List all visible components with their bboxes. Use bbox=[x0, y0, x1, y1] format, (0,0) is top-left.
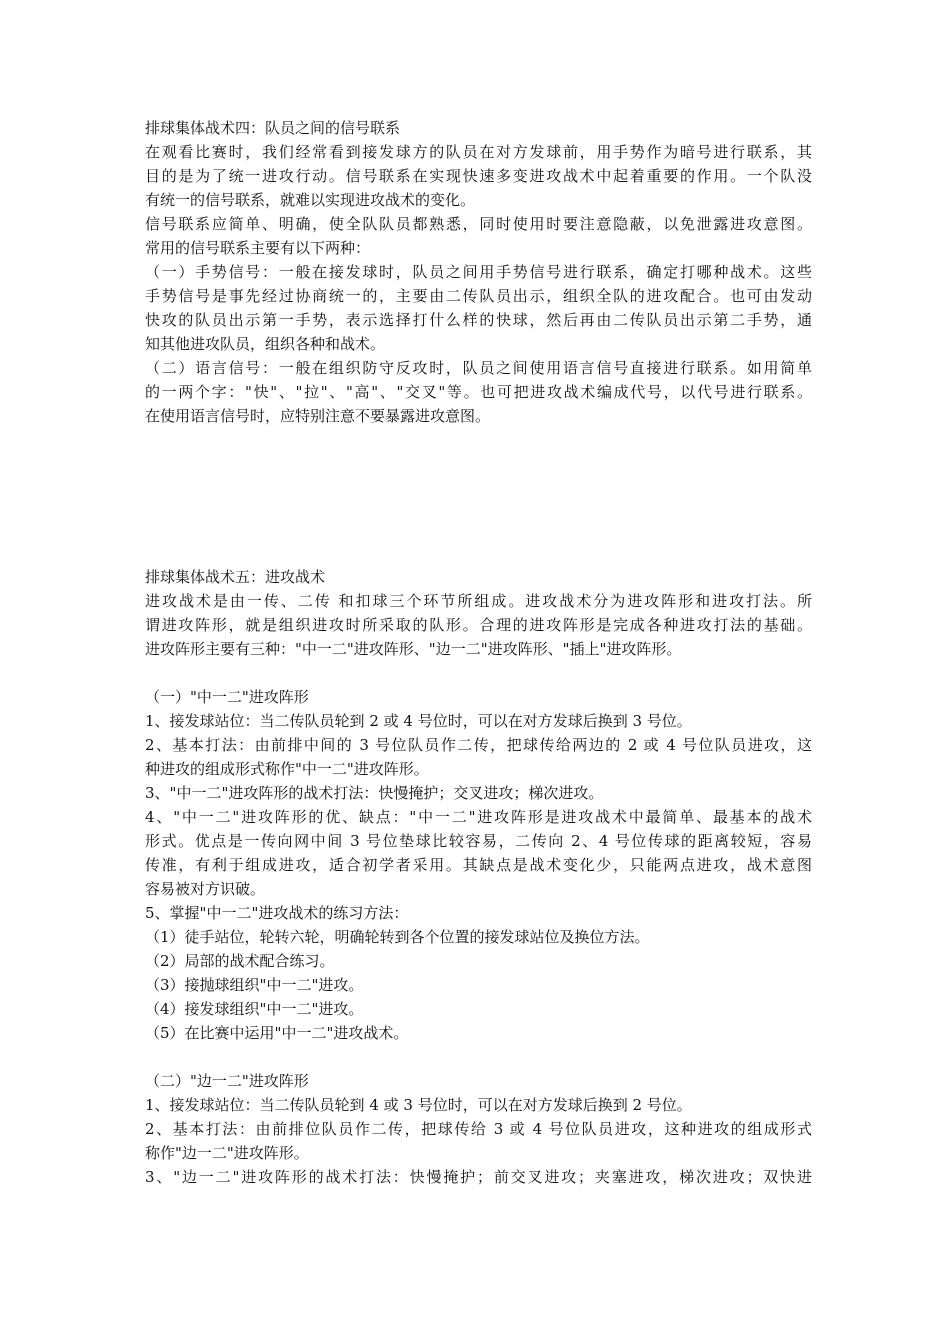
list-item: 2、基本打法：由前排中间的 3 号位队员作二传，把球传给两边的 2 或 4 号位队员进攻，这 bbox=[145, 736, 812, 754]
part-2-heading: （二）"边一二"进攻阵形 bbox=[145, 1072, 309, 1090]
paragraph-line: （二）语言信号：一般在组织防守反攻时，队员之间使用语言信号直接进行联系。如用简单 bbox=[145, 359, 812, 377]
list-item: 称作"边一二"进攻阵形。 bbox=[145, 1144, 309, 1162]
paragraph-line: 的一两个字："快"、"拉"、"高"、"交叉"等。也可把进攻战术编成代号，以代号进行联系。 bbox=[145, 383, 812, 401]
section-5 bbox=[145, 565, 812, 1189]
paragraph-line: 目的是为了统一进攻行动。信号联系在实现快速多变进攻战术中起着重要的作用。一个队没 bbox=[145, 167, 812, 185]
list-item: （1）徒手站位，轮转六轮，明确轮转到各个位置的接发球站位及换位方法。 bbox=[145, 928, 650, 946]
paragraph-line: （一）手势信号：一般在接发球时，队员之间用手势信号进行联系，确定打哪种战术。这些 bbox=[145, 263, 812, 281]
list-item: （5）在比赛中运用"中一二"进攻战术。 bbox=[145, 1024, 409, 1042]
list-item: 传准，有利于组成进攻，适合初学者采用。其缺点是战术变化少，只能两点进攻，战术意图 bbox=[145, 856, 812, 874]
paragraph-line: 在使用语言信号时，应特别注意不要暴露进攻意图。 bbox=[145, 407, 491, 425]
paragraph-line: 快攻的队员出示第一手势，表示选择打什么样的快球，然后再由二传队员出示第二手势，通 bbox=[145, 311, 812, 329]
list-item: 1、接发球站位：当二传队员轮到 2 或 4 号位时，可以在对方发球后换到 3 号位。 bbox=[145, 712, 692, 730]
list-item: 容易被对方识破。 bbox=[145, 880, 266, 898]
list-item: 1、接发球站位：当二传队员轮到 4 或 3 号位时，可以在对方发球后换到 2 号位。 bbox=[145, 1096, 692, 1114]
list-item: （2）局部的战术配合练习。 bbox=[145, 952, 335, 970]
paragraph-line: 在观看比赛时，我们经常看到接发球方的队员在对方发球前，用手势作为暗号进行联系，其 bbox=[145, 143, 812, 161]
list-item: 4、"中一二"进攻阵形的优、缺点："中一二"进攻阵形是进攻战术中最简单、最基本的战术 bbox=[145, 808, 812, 826]
section-5-title: 排球集体战术五：进攻战术 bbox=[145, 568, 326, 586]
paragraph-line: 谓进攻阵形，就是组织进攻时所采取的队形。合理的进攻阵形是完成各种进攻打法的基础。 bbox=[145, 616, 812, 634]
paragraph-line: 常用的信号联系主要有以下两种： bbox=[145, 239, 371, 257]
paragraph-line: 进攻战术是由一传、二传 和扣球三个环节所组成。进攻战术分为进攻阵形和进攻打法。所 bbox=[145, 592, 812, 610]
spacer bbox=[145, 1045, 812, 1069]
list-item: （3）接抛球组织"中一二"进攻。 bbox=[145, 976, 364, 994]
list-item: 3、"中一二"进攻阵形的战术打法：快慢掩护；交叉进攻；梯次进攻。 bbox=[145, 784, 604, 802]
list-item: 形式。优点是一传向网中间 3 号位垫球比较容易，二传向 2、4 号位传球的距离较短，容易 bbox=[145, 832, 812, 850]
list-item: 3、"边一二"进攻阵形的战术打法：快慢掩护；前交叉进攻；夹塞进攻，梯次进攻；双快进 bbox=[145, 1168, 812, 1186]
list-item: 2、基本打法：由前排位队员作二传，把球传给 3 或 4 号位队员进攻，这种进攻的组成形式 bbox=[145, 1120, 812, 1138]
spacer bbox=[145, 661, 812, 685]
paragraph-line: 进攻阵形主要有三种："中一二"进攻阵形、"边一二"进攻阵形、"插上"进攻阵形。 bbox=[145, 640, 682, 658]
section-4 bbox=[145, 116, 812, 428]
section-4-title: 排球集体战术四：队员之间的信号联系 bbox=[145, 119, 401, 137]
list-item: 5、掌握"中一二"进攻战术的练习方法： bbox=[145, 904, 409, 922]
list-item: （4）接发球组织"中一二"进攻。 bbox=[145, 1000, 364, 1018]
paragraph-line: 信号联系应简单、明确，使全队队员都熟悉，同时使用时要注意隐蔽，以免泄露进攻意图。 bbox=[145, 215, 812, 233]
paragraph-line: 知其他进攻队员，组织各种和战术。 bbox=[145, 335, 386, 353]
list-item: 种进攻的组成形式称作"中一二"进攻阵形。 bbox=[145, 760, 429, 778]
paragraph-line: 有统一的信号联系，就难以实现进攻战术的变化。 bbox=[145, 191, 476, 209]
paragraph-line: 手势信号是事先经过协商统一的，主要由二传队员出示，组织全队的进攻配合。也可由发动 bbox=[145, 287, 812, 305]
part-1-heading: （一）"中一二"进攻阵形 bbox=[145, 688, 309, 706]
